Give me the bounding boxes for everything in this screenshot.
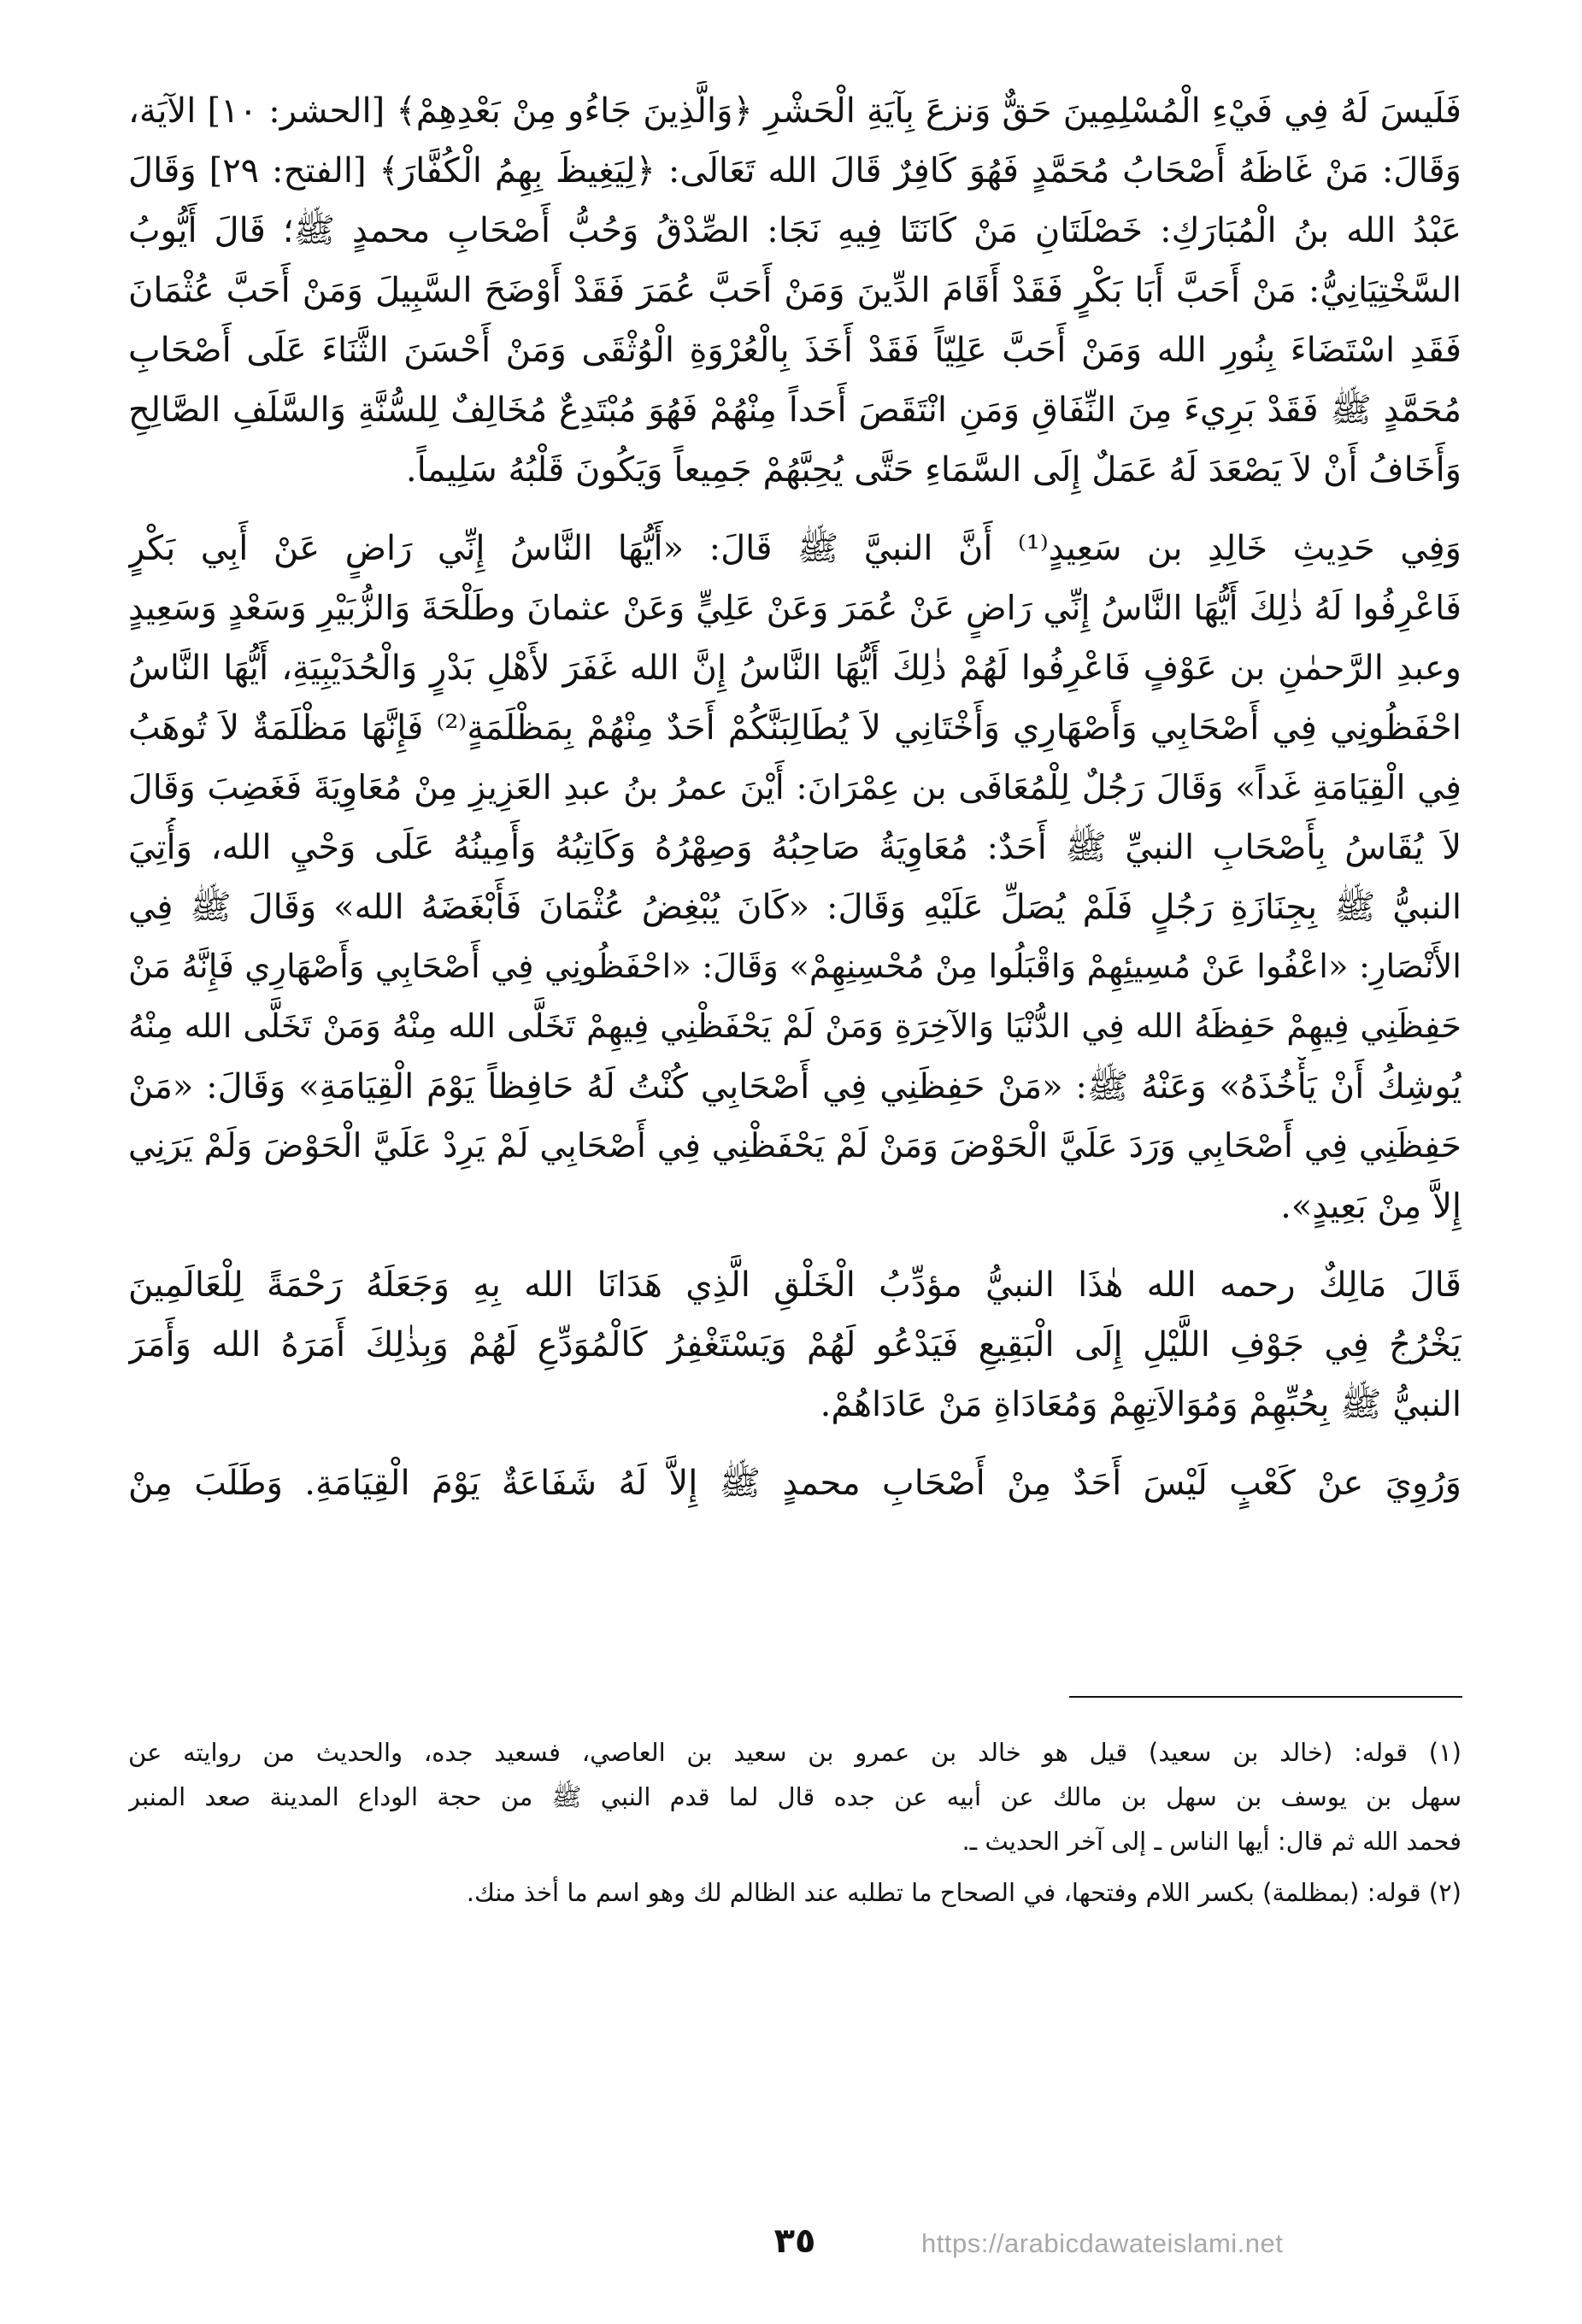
text-line: فَلَيسَ لَهُ فِي فَيْءِ الْمُسْلِمِينَ حَقٌّ وَنزعَ بِآيَةِ الْحَشْرِ ﴿وَالَّذِينَ جَاءُو مِنْ بَعْدِهِمْ﴾ [الحشر: ١٠] الآيَة، [128,91,1461,131]
text-line: فَاعْرِفُوا لَهُ ذٰلِكَ أَيُّهَا النَّاسُ إِنِّي رَاضٍ عَنْ عُمَرَ وَعَنْ عَلِيٍّ وَعَنْ عثمانَ وطَلْحَةَ وَالزُّبَيْرِ وَسَعْدٍ وَسَعِيدٍ [128,589,1461,628]
page-number: ٣٥ [773,2221,816,2261]
text-line: حَفِظَنِي فِيهِمْ حَفِظَهُ الله فِي الدُّنْيَا وَالآخِرَةِ وَمَنْ لَمْ يَحْفَظْنِي فِيهِمْ تَخَلَّى الله مِنْهُ وَمَنْ تَخَلَّى الله مِنْهُ [128,1007,1461,1046]
footnote-line: (١) قوله: (خالد بن سعيد) قيل هو خالد بن عمرو بن سعيد بن العاصي، فسعيد جده، والحديث من روايته عن [128,1738,1461,1767]
text-line: النبيُّ ﷺ بِحُبِّهِمْ وَمُوَالاَتِهِمْ وَمُعَادَاةِ مَنْ عَادَاهُمْ. [820,1385,1461,1424]
paragraph-1 [128,81,1461,500]
text-line: النبيُّ ﷺ بِجِنَازَةِ رَجُلٍ فَلَمْ يُصَلِّ عَلَيْهِ وَقَالَ: «كَانَ يُبْغِضُ عُثْمَانَ فَأَبْغَضَهُ الله» وَقَالَ ﷺ فِي [128,888,1461,927]
text-line: وَقَالَ: مَنْ غَاظَهُ أَصْحَابُ مُحَمَّدٍ فَهُوَ كَافِرٌ قَالَ الله تَعَالَى: ﴿لِيَغِيظَ بِهِمُ الْكُفَّارَ﴾ [الفتح: ٢٩] وَقَالَ [128,151,1461,191]
text-line: قَالَ مَالِكٌ رحمه الله هٰذَا النبيُّ مؤدِّبُ الْخَلْقِ الَّذِي هَدَانَا الله بِهِ وَجَعَلَهُ رَحْمَةً لِلْعَالَمِينَ [128,1265,1461,1305]
text-line: السَّخْتِيَانِيُّ: مَنْ أَحَبَّ أَبَا بَكْرٍ فَقَدْ أَقَامَ الدِّينَ وَمَنْ أَحَبَّ عُمَرَ فَقَدْ أَوْضَحَ السَّبِيلَ وَمَنْ أَحَبَّ عُثْمَانَ [128,271,1461,310]
paragraph-4 [128,1453,1461,1513]
main-text [128,81,1461,1513]
text-line: لاَ يُقَاسُ بِأَصْحَابِ النبيِّ ﷺ أَحَدٌ: مُعَاوِيَةُ صَاحِبُهُ وَصِهْرُهُ وَكَاتِبُهُ وَأَمِينُهُ عَلَى وَحْيِ الله، وَأُتِيَ [128,828,1461,867]
watermark-url: https://arabicdawateislami.net [921,2228,1284,2258]
text-line: احْفَظُونِي فِي أَصْحَابِي وَأَصْهَارِي وَأَخْتَانِي لاَ يُطَالِبَنَّكُمْ أَحَدٌ مِنْهُمْ بِمَظْلَمَةٍ⁽²⁾ فَإِنَّهَا مَظْلَمَةٌ لاَ تُوهَبُ [128,708,1461,748]
text-line: مُحَمَّدٍ ﷺ فَقَدْ بَرِيءَ مِنَ النِّفَاقِ وَمَنِ انْتَقَصَ أَحَداً مِنْهُمْ فَهُوَ مُبْتَدِعٌ مُخَالِفٌ لِلسُّنَّةِ وَالسَّلَفِ الصَّالِحِ [128,390,1461,430]
text-line: الأَنْصَارِ: «اعْفُوا عَنْ مُسِيئِهِمْ وَاقْبَلُوا مِنْ مُحْسِنِهِمْ» وَقَالَ: «احْفَظُونِي فِي أَصْحَابِي وَأَصْهَارِي فَإِنَّهُ مَنْ [128,948,1461,986]
text-line: وَأَخَافُ أَنْ لاَ يَصْعَدَ لَهُ عَمَلٌ إِلَى السَّمَاءِ حَتَّى يُحِبَّهُمْ جَمِيعاً وَيَكُونَ قَلْبُهُ سَلِيماً. [405,450,1461,490]
text-line: عَبْدُ الله بنُ الْمُبَارَكِ: خَصْلَتَانِ مَنْ كَانَتَا فِيهِ نَجَا: الصِّدْقُ وَحُبُّ أَصْحَابِ محمدٍ ﷺ؛ قَالَ أَيُّوبُ [128,211,1461,250]
footnote-1 [128,1730,1461,1863]
text-line: فَقَدِ اسْتَضَاءَ بِنُورِ الله وَمَنْ أَحَبَّ عَلِيّاً فَقَدْ أَخَذَ بِالْعُرْوَةِ الْوُثْقَى وَمَنْ أَحْسَنَ الثَّنَاءَ عَلَى أَصْحَابِ [128,331,1461,370]
footnote-line: (٢) قوله: (بمظلمة) بكسر اللام وفتحها، في الصحاح ما تطلبه عند الظالم لك وهو اسم ما أخذ منك. [466,1878,1461,1907]
text-line: إِلاَّ مِنْ بَعِيدٍ». [1280,1187,1461,1226]
text-line: حَفِظَنِي فِي أَصْحَابِي وَرَدَ عَلَيَّ الْحَوْضَ وَمَنْ لَمْ يَحْفَظْنِي فِي أَصْحَابِي لَمْ يَرِدْ عَلَيَّ الْحَوْضَ وَلَمْ يَرَنِي [128,1127,1461,1165]
paragraph-3 [128,1255,1461,1435]
text-line: وعبدِ الرَّحمٰنِ بن عَوْفٍ فَاعْرِفُوا لَهُمْ ذٰلِكَ أَيُّهَا النَّاسُ إِنَّ الله غَفَرَ لأَهْلِ بَدْرٍ وَالْحُدَيْبِيَةِ، أَيُّهَا النَّاسُ [128,648,1461,688]
footnote-separator [1069,1696,1462,1698]
text-line: يُوشِكُ أَنْ يَأْخُذَهُ» وَعَنْهُ ﷺ: «مَنْ حَفِظَنِي فِي أَصْحَابِي كُنْتُ لَهُ حَافِظاً يَوْمَ الْقِيَامَةِ» وَقَالَ: «مَنْ [128,1067,1461,1106]
text-line: وَرُوِيَ عنْ كَعْبٍ لَيْسَ أَحَدٌ مِنْ أَصْحَابِ محمدٍ ﷺ إِلاَّ لَهُ شَفَاعَةٌ يَوْمَ الْقِيَامَةِ. وَطَلَبَ مِنْ [128,1464,1461,1503]
text-line: فِي الْقِيَامَةِ غَداً» وَقَالَ رَجُلٌ لِلْمُعَافَى بن عِمْرَانَ: أَيْنَ عمرُ بنُ عبدِ العَزِيزِ مِنْ مُعَاوِيَةَ فَغَضِبَ وَقَالَ [128,768,1461,807]
paragraph-2 [128,519,1461,1236]
footnotes [128,1730,1461,1915]
footnote-line: فحمد الله ثم قال: أيها الناس ـ إلى آخر الحديث ـ. [962,1827,1461,1856]
text-line: وَفِي حَدِيثِ خَالِدِ بن سَعِيدٍ⁽¹⁾ أَنَّ النبيَّ ﷺ قَالَ: «أَيُّهَا النَّاسُ إِنِّي رَاضٍ عَنْ أَبِي بَكْرٍ [128,529,1461,568]
text-line: يَخْرُجُ فِي جَوْفِ اللَّيْلِ إِلَى الْبَقِيعِ فَيَدْعُو لَهُمْ وَيَسْتَغْفِرُ كَالْمُوَدِّعِ لَهُمْ وَبِذٰلِكَ أَمَرَهُ الله وَأَمَرَ [128,1325,1461,1364]
footnote-line: سهل بن يوسف بن سهل بن مالك عن أبيه عن جده قال لما قدم النبي ﷺ من حجة الوداع المدينة صعد المنبر [128,1782,1461,1811]
footnote-2 [128,1870,1461,1915]
